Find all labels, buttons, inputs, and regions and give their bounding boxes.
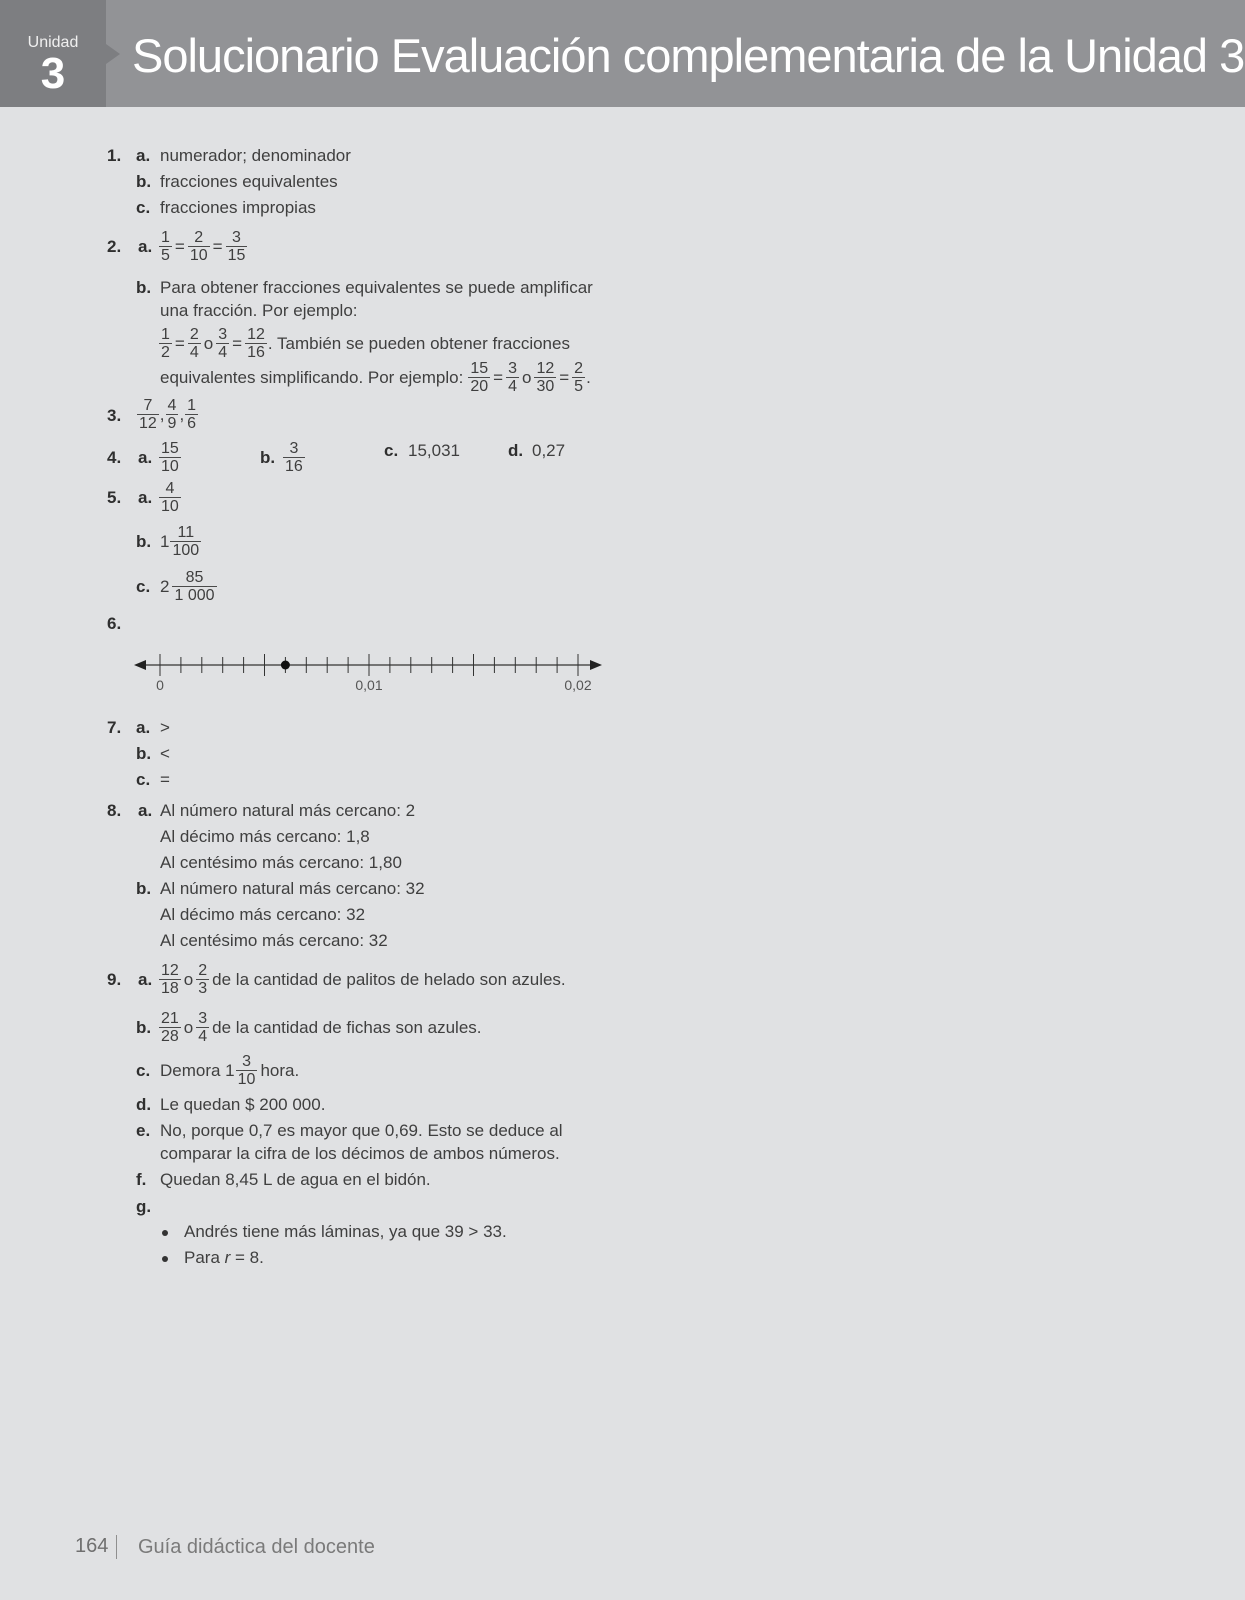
q8b-line1: Al número natural más cercano: 32 — [160, 879, 425, 898]
q2a-label: a. — [138, 237, 153, 256]
q7c-label: c. — [136, 770, 151, 789]
q1a-answer: numerador; denominador — [160, 146, 351, 165]
q4d-answer: 0,27 — [532, 441, 566, 460]
unit-arrow-icon — [106, 44, 120, 64]
q4b-answer — [282, 440, 306, 475]
fraction: $\frac{85}{1 000}$ — [174, 569, 215, 604]
bullet-icon — [162, 1230, 168, 1236]
q7c-answer: = — [160, 770, 170, 789]
q2a-answer: $\frac{1}{5}$ = $\frac{2}{10}$ = $\frac{3}{15}$ — [161, 229, 246, 264]
q5a-label: a. — [138, 488, 153, 507]
fraction: $\frac{1}{2}$ — [161, 326, 170, 361]
q3-number: 3. — [107, 406, 122, 425]
page-title: Solucionario Evaluación complementaria de la Unidad 3 — [132, 29, 1245, 82]
q9c-answer: Demora 1 $\frac{3}{10}$ hora. — [160, 1053, 300, 1088]
fraction: $\frac{12}{16}$ — [247, 326, 265, 361]
q9c-label: c. — [136, 1061, 151, 1080]
footer-divider — [116, 1535, 117, 1559]
q9e-line1: No, porque 0,7 es mayor que 0,69. Esto se deduce al — [160, 1121, 563, 1140]
fraction: $\frac{4}{10}$ — [161, 480, 179, 515]
q7-number: 7. — [107, 718, 122, 737]
number-line-ticks — [134, 654, 602, 676]
q1c-answer: fracciones impropias — [160, 198, 316, 217]
q1c-label: c. — [136, 198, 151, 217]
q9b-answer: $\frac{21}{28}$ o $\frac{3}{4}$ de la cantidad de fichas son azules. — [161, 1010, 482, 1045]
fraction: $\frac{7}{12}$ — [139, 397, 157, 432]
q9f-answer: Quedan 8,45 L de agua en el bidón. — [160, 1170, 431, 1189]
q8a-line3: Al centésimo más cercano: 1,80 — [160, 853, 402, 872]
q9e-label: e. — [136, 1121, 151, 1140]
q8a-line2: Al décimo más cercano: 1,8 — [160, 827, 370, 846]
q2b-label: b. — [136, 278, 152, 297]
fraction: $\frac{3}{16}$ — [285, 440, 303, 475]
tick-label-0: 0 — [156, 677, 164, 693]
q9f-label: f. — [136, 1170, 147, 1189]
q5b-answer: 1 $\frac{11}{100}$ — [160, 524, 200, 559]
q8b-label: b. — [136, 879, 152, 898]
page-number: 164 — [75, 1535, 109, 1557]
q4d-label: d. — [508, 441, 524, 460]
arrow-left-icon — [134, 660, 146, 670]
fraction: $\frac{21}{28}$ — [161, 1010, 179, 1045]
q4a-label: a. — [138, 448, 153, 467]
fraction: $\frac{3}{15}$ — [227, 229, 246, 264]
fraction: $\frac{2}{3}$ — [198, 962, 208, 997]
q9d-label: d. — [136, 1095, 152, 1114]
fraction: $\frac{4}{9}$ — [167, 397, 177, 432]
q9g-bullet-2: Para r = 8. — [162, 1248, 264, 1268]
q7a-answer: > — [160, 718, 170, 737]
q8b-line3: Al centésimo más cercano: 32 — [160, 931, 388, 950]
q5b-label: b. — [136, 532, 152, 551]
q4c-label: c. — [384, 441, 399, 460]
q5c-answer: 2 $\frac{85}{1 000}$ — [160, 569, 215, 604]
q1a-label: a. — [136, 146, 151, 165]
fraction: $\frac{1}{5}$ — [161, 229, 170, 264]
fraction: $\frac{3}{10}$ — [237, 1053, 256, 1088]
q4c-answer: 15,031 — [408, 441, 460, 460]
q8a-line1: Al número natural más cercano: 2 — [160, 801, 416, 820]
q8b-line2: Al décimo más cercano: 32 — [160, 905, 366, 924]
fraction: $\frac{2}{10}$ — [189, 229, 208, 264]
unit-badge — [0, 0, 106, 107]
q9a-label: a. — [138, 970, 153, 989]
fraction: $\frac{1}{6}$ — [187, 397, 197, 432]
q4b-label: b. — [260, 448, 276, 467]
q9-number: 9. — [107, 970, 122, 989]
q5a-answer — [158, 480, 182, 515]
q9d-answer: Le quedan $ 200 000. — [160, 1095, 326, 1114]
page-header — [0, 0, 1245, 107]
q7b-label: b. — [136, 744, 152, 763]
q9g-label: g. — [136, 1197, 152, 1216]
q5c-label: c. — [136, 577, 151, 596]
q9a-answer: $\frac{12}{18}$ o $\frac{2}{3}$ de la cantidad de palitos de helado son azules. — [161, 962, 566, 997]
arrow-right-icon — [590, 660, 602, 670]
q1b-answer: fracciones equivalentes — [160, 172, 338, 191]
q8-number: 8. — [107, 801, 122, 820]
q9g-bullet-1: Andrés tiene más láminas, ya que 39 > 33. — [162, 1222, 507, 1242]
q2b-example-amplify: $\frac{1}{2}$ = $\frac{2}{4}$ o $\frac{3}{4}$ = $\frac{12}{16}$ . También se pueden obtener fracciones — [161, 326, 570, 361]
fraction: $\frac{3}{4}$ — [218, 326, 228, 361]
q5-number: 5. — [107, 488, 122, 507]
q3-answer: $\frac{7}{12}$ , $\frac{4}{9}$ , $\frac{1}{6}$ — [139, 397, 197, 432]
q7b-answer: < — [160, 744, 170, 763]
q8a-label: a. — [138, 801, 153, 820]
q1-number: 1. — [107, 146, 122, 165]
fraction: $\frac{11}{100}$ — [172, 524, 200, 559]
q2b-example-simplify: equivalentes simplificando. Por ejemplo: $\frac{15}{20}$ = $\frac{3}{4}$ o $\frac{12}{30}$ = $\frac{2}{5}$ . — [160, 360, 591, 395]
q9b-label: b. — [136, 1018, 152, 1037]
bullet-icon — [162, 1256, 168, 1262]
number-line — [130, 646, 610, 706]
fraction: $\frac{3}{4}$ — [198, 1010, 208, 1045]
q2b-line1: Para obtener fracciones equivalentes se puede amplificar — [160, 278, 593, 297]
q2-number: 2. — [107, 237, 122, 256]
fraction: $\frac{2}{4}$ — [189, 326, 199, 361]
q1b-label: b. — [136, 172, 152, 191]
unit-word: Unidad — [27, 34, 79, 51]
tick-label-0-01: 0,01 — [355, 677, 383, 693]
footer-title: Guía didáctica del docente — [138, 1536, 375, 1558]
fraction: $\frac{3}{4}$ — [508, 360, 517, 395]
q4a-answer — [158, 440, 182, 475]
fraction: $\frac{12}{18}$ — [161, 962, 179, 997]
fraction: $\frac{2}{5}$ — [574, 360, 584, 395]
q9e-line2: comparar la cifra de los décimos de ambos números. — [160, 1144, 560, 1163]
marked-point — [281, 661, 290, 670]
q7a-label: a. — [136, 718, 151, 737]
unit-number: 3 — [40, 49, 66, 98]
q6-number: 6. — [107, 614, 122, 633]
fraction: $\frac{12}{30}$ — [536, 360, 555, 395]
q4-number: 4. — [107, 448, 122, 467]
q2b-line2: una fracción. Por ejemplo: — [160, 301, 358, 320]
fraction: $\frac{15}{20}$ — [470, 360, 489, 395]
tick-label-0-02: 0,02 — [564, 677, 592, 693]
fraction: $\frac{15}{10}$ — [161, 440, 179, 475]
